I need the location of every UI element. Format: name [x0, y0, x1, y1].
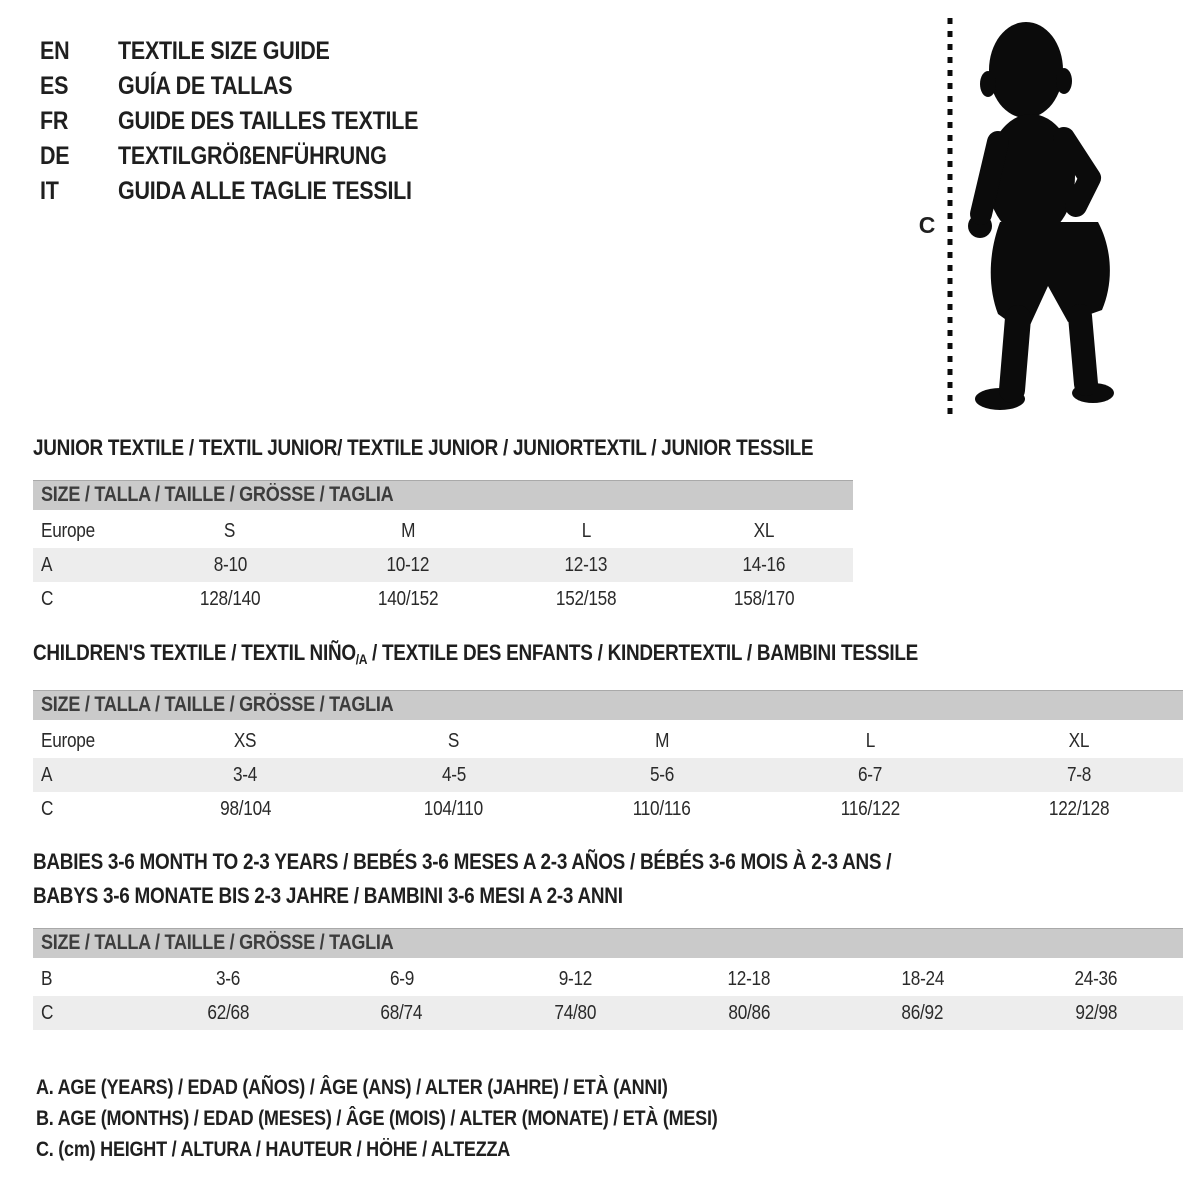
- nino-a-subscript: /A: [355, 651, 367, 667]
- language-code: ES: [40, 72, 69, 100]
- language-row-de: [40, 139, 467, 174]
- table-row-age: [33, 548, 853, 582]
- language-title-list: [40, 34, 467, 209]
- language-code: EN: [40, 37, 70, 65]
- value-cell: 68/74: [380, 1002, 423, 1024]
- value-cell: 110/116: [633, 798, 691, 820]
- guide-title-es: GUÍA DE TALLAS: [118, 72, 293, 100]
- junior-size-table: [33, 480, 853, 616]
- size-header-row: [33, 480, 853, 510]
- value-cell: 12-18: [727, 968, 771, 990]
- value-cell: 80/86: [727, 1002, 770, 1024]
- language-code: IT: [40, 177, 59, 205]
- language-code: DE: [40, 142, 70, 170]
- guide-title-fr: GUIDE DES TAILLES TEXTILE: [118, 107, 419, 135]
- babies-size-table: [33, 928, 1183, 1030]
- value-cell: 158/170: [733, 588, 795, 610]
- value-cell: 140/152: [377, 588, 439, 610]
- value-cell: 62/68: [206, 1002, 249, 1024]
- size-header-row: [33, 690, 1183, 720]
- value-cell: 122/128: [1048, 798, 1110, 820]
- size-header-label: SIZE / TALLA / TAILLE / GRÖSSE / TAGLIA: [41, 693, 394, 716]
- language-row-en: [40, 34, 467, 69]
- value-cell: 24-36: [1074, 968, 1118, 990]
- size-cell: S: [447, 730, 460, 752]
- value-cell: 3-4: [233, 764, 258, 786]
- value-cell: 86/92: [901, 1002, 944, 1024]
- children-section-title: CHILDREN'S TEXTILE / TEXTIL $NIÑO_{/A}$ / TEXTILE DES ENFANTS / KINDERTEXTIL / BAMBINI TESSILE: [33, 640, 919, 667]
- value-cell: 10-12: [386, 554, 430, 576]
- value-cell: 128/140: [199, 588, 261, 610]
- value-cell: 116/122: [840, 798, 900, 820]
- value-cell: 18-24: [901, 968, 944, 990]
- size-header-label: SIZE / TALLA / TAILLE / GRÖSSE / TAGLIA: [41, 483, 394, 506]
- value-cell: 104/110: [424, 798, 484, 820]
- footnote-height-cm: C. (cm) HEIGHT / ALTURA / HAUTEUR / HÖHE / ALTEZZA: [36, 1138, 511, 1161]
- table-row-height: [33, 792, 1183, 826]
- value-cell: 3-6: [215, 968, 240, 990]
- table-row-europe: [33, 514, 853, 548]
- size-cell: M: [400, 520, 416, 542]
- size-cell: S: [224, 520, 236, 542]
- size-cell: L: [581, 520, 591, 542]
- value-cell: 98/104: [219, 798, 271, 820]
- children-size-table: [33, 690, 1183, 826]
- table-row-age: [33, 758, 1183, 792]
- babies-title-line2: BABYS 3-6 MONATE BIS 2-3 JAHRE / BAMBINI 3-6 MESI A 2-3 ANNI: [33, 883, 623, 908]
- table-row-europe: [33, 724, 1183, 758]
- value-cell: 4-5: [441, 764, 466, 786]
- value-cell: 152/158: [555, 588, 617, 610]
- value-cell: 92/98: [1075, 1002, 1118, 1024]
- size-header-label: SIZE / TALLA / TAILLE / GRÖSSE / TAGLIA: [41, 931, 394, 954]
- junior-section-title: JUNIOR TEXTILE / TEXTIL JUNIOR/ TEXTILE JUNIOR / JUNIORTEXTIL / JUNIOR TESSILE: [33, 435, 814, 460]
- language-row-es: [40, 69, 467, 104]
- table-row-months: [33, 962, 1183, 996]
- value-cell: 7-8: [1066, 764, 1091, 786]
- size-cell: M: [654, 730, 670, 752]
- row-label: C: [41, 588, 54, 610]
- guide-title-en: TEXTILE SIZE GUIDE: [118, 37, 330, 65]
- guide-title-de: TEXTILGRÖßENFÜHRUNG: [118, 142, 387, 170]
- babies-title-line1: BABIES 3-6 MONTH TO 2-3 YEARS / BEBÉS 3-6 MESES A 2-3 AÑOS / BÉBÉS 3-6 MOIS À 2-3 ANS /: [33, 849, 892, 874]
- value-cell: 6-7: [858, 764, 883, 786]
- value-cell: 14-16: [742, 554, 786, 576]
- size-cell: XL: [1068, 730, 1090, 752]
- value-cell: 12-13: [564, 554, 608, 576]
- height-measure-label: C: [918, 212, 936, 238]
- row-label: B: [41, 968, 53, 990]
- row-label: A: [41, 764, 53, 786]
- language-row-fr: [40, 104, 467, 139]
- value-cell: 74/80: [554, 1002, 597, 1024]
- row-label: C: [41, 1002, 54, 1024]
- size-cell: XL: [753, 520, 775, 542]
- size-cell: XS: [233, 730, 257, 752]
- guide-title-it: GUIDA ALLE TAGLIE TESSILI: [118, 177, 412, 205]
- footnote-age-years: A. AGE (YEARS) / EDAD (AÑOS) / ÂGE (ANS) / ALTER (JAHRE) / ETÀ (ANNI): [36, 1076, 668, 1099]
- size-header-row: [33, 928, 1183, 958]
- value-cell: 8-10: [213, 554, 247, 576]
- babies-section-title: [33, 845, 1031, 913]
- row-label: Europe: [41, 520, 95, 542]
- height-measure-line: [946, 16, 954, 420]
- value-cell: 6-9: [389, 968, 414, 990]
- row-label: Europe: [41, 730, 95, 752]
- footnote-age-months: B. AGE (MONTHS) / EDAD (MESES) / ÂGE (MOIS) / ALTER (MONATE) / ETÀ (MESI): [36, 1107, 718, 1130]
- value-cell: 5-6: [649, 764, 675, 786]
- size-cell: L: [865, 730, 876, 752]
- value-cell: 9-12: [558, 968, 592, 990]
- toddler-silhouette-image: [963, 18, 1140, 418]
- row-label: C: [41, 798, 54, 820]
- row-label: A: [41, 554, 53, 576]
- table-row-height: [33, 582, 853, 616]
- language-row-it: [40, 174, 467, 209]
- table-row-height: [33, 996, 1183, 1030]
- language-code: FR: [40, 107, 69, 135]
- legend-footnotes: [36, 1072, 828, 1165]
